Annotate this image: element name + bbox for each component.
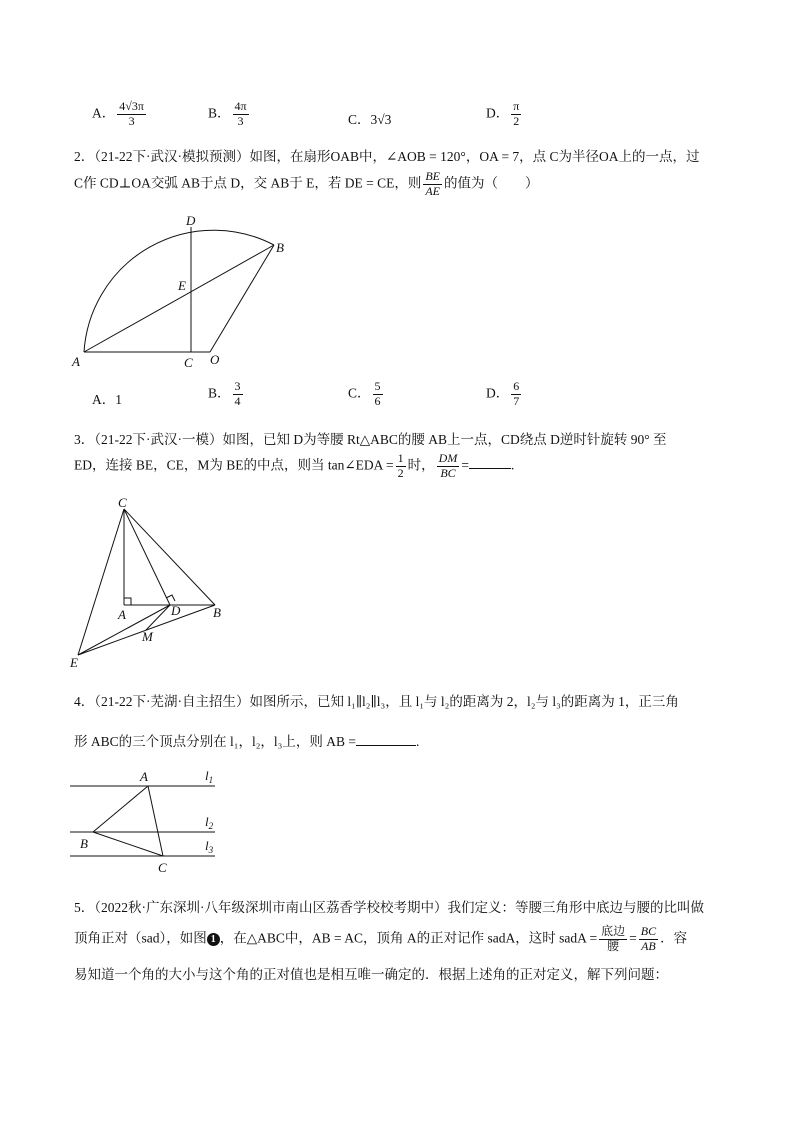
q4-answer-blank: [356, 733, 416, 746]
q2-segment-ob: [210, 245, 274, 352]
q2-option-d-label: D．: [486, 385, 510, 401]
q2-line2: [74, 170, 539, 199]
q2-line2-end: 的值为（ ）: [444, 175, 539, 191]
q5-figure-number-circle: 1: [207, 933, 220, 946]
q3-segment-cb: [124, 509, 215, 605]
q4-label-l3: $l_3$: [205, 838, 214, 855]
q2-option-b-fraction: $\frac{3}{4}$: [234, 379, 241, 408]
q2-option-c-label: C．: [348, 385, 371, 401]
q4-label-b: B: [80, 836, 88, 851]
q3-answer-blank: [469, 456, 511, 469]
q3-label-e: E: [70, 655, 78, 670]
q2-option-a-label: A．: [92, 392, 116, 407]
q3-tan-fraction: $\frac{1}{2}$: [397, 451, 404, 480]
q1-option-c: [348, 108, 391, 128]
q4-line2: [74, 730, 419, 750]
q2-line2-text: C作 CD⊥OA交弧 AB于点 D，交 AB于 E，若 DE = CE，则: [74, 175, 422, 191]
q3-label-c: C: [118, 495, 127, 510]
q2-option-c: [348, 380, 385, 409]
q2-label-b: B: [276, 240, 284, 255]
q2-label-c: C: [184, 355, 193, 370]
q3-label-d: D: [171, 603, 181, 618]
q1-option-b-fraction: $\frac{4\pi}{3}$: [234, 99, 247, 128]
q3-line2-mid: 时，: [407, 457, 435, 473]
q2-line1: 2．（21-22下·武汉·模拟预测）如图，在扇形OAB中，∠AOB = 120°，OA = 7，点 C为半径OA上的一点，过: [74, 149, 700, 164]
q2-option-b-label: B．: [208, 385, 231, 401]
q2-option-d-fraction: $\frac{6}{7}$: [513, 379, 520, 408]
q4-label-a: A: [140, 769, 148, 784]
q4-segment-ac: [148, 786, 163, 856]
q4-segment-ab: [93, 786, 148, 832]
q3-equals: =: [461, 457, 469, 473]
q2-label-a: A: [72, 354, 80, 369]
q1-option-b-label: B．: [208, 105, 231, 121]
q4-segment-bc: [93, 832, 163, 856]
q5-line2-text: 顶角正对（sad），如图: [74, 930, 207, 946]
q1-option-c-value: 3√3: [370, 112, 392, 127]
q2-option-b: [208, 380, 245, 409]
q1-option-d: [486, 100, 523, 129]
q3-segment-ce: [78, 509, 124, 655]
q3-line2-text: ED，连接 BE，CE，M为 BE的中点，则当 tan∠EDA =: [74, 457, 394, 473]
q3-right-angle-a: [124, 598, 131, 605]
q2-option-a-value: 1: [115, 392, 122, 407]
q3-line2: [74, 452, 514, 481]
q5-ratio-fraction: $\frac{BC}{AB}$: [640, 924, 657, 953]
q4-label-l2: $l_2$: [205, 814, 214, 831]
q3-line1: 3．（21-22下·武汉·一模）如图，已知 D为等腰 Rt△ABC的腰 AB上一点，CD绕点 D逆时针旋转 90° 至: [74, 432, 667, 447]
q3-ratio-fraction: $\frac{DM}{BC}$: [438, 451, 458, 480]
q5-line1: 5．（2022秋·广东深圳·八年级深圳市南山区荔香学校校考期中）我们定义：等腰三角形中底边与腰的比叫做: [74, 900, 704, 915]
q2-label-e: E: [178, 278, 186, 293]
q3-label-m: M: [142, 629, 153, 644]
q1-option-a-fraction: $\frac{4√3\pi}{3}$: [119, 99, 144, 128]
q2-label-d: D: [186, 213, 196, 228]
q3-label-a: A: [118, 607, 126, 622]
q2-option-d: [486, 380, 523, 409]
q4-line2-text: 形 ABC的三个顶点分别在 l₁，l₂，l₃上，则 AB =: [74, 734, 356, 749]
q5-equals: =: [629, 930, 637, 946]
q4-parallel-lines-figure: [60, 764, 230, 879]
q4-label-l1: $l_1$: [205, 768, 214, 785]
q4-label-c: C: [158, 860, 167, 875]
q2-segment-ab: [84, 245, 274, 352]
q1-option-a: [92, 100, 148, 129]
q3-triangle-figure: [60, 495, 240, 675]
q4-line1: 4．（21-22下·芜湖·自主招生）如图所示，已知 l₁∥l₂∥l₃，且 l₁与 l₂的距离为 2，l₂与 l₃的距离为 1，正三角: [74, 694, 679, 709]
q5-line2: [74, 925, 687, 954]
q1-option-c-label: C．: [348, 112, 371, 127]
q3-line2-end: .: [510, 457, 515, 473]
q4-line2-end: .: [416, 734, 420, 749]
q2-sector-figure: [60, 210, 300, 375]
q2-option-a: [92, 388, 122, 408]
q2-label-o: O: [210, 352, 220, 367]
q1-option-a-label: A．: [92, 105, 116, 121]
q1-option-d-label: D．: [486, 105, 510, 121]
q5-definition-fraction: $\frac{\text{底边}}{\text{腰}}$: [601, 924, 626, 953]
q1-option-d-fraction: $\frac{\pi}{2}$: [513, 99, 520, 128]
q2-option-c-fraction: $\frac{5}{6}$: [374, 379, 381, 408]
q5-line3: 易知道一个角的大小与这个角的正对值也是相互唯一确定的．根据上述角的正对定义，解下列问题：: [74, 967, 668, 982]
q1-option-b: [208, 100, 251, 129]
q3-label-b: B: [213, 605, 221, 620]
q5-line2-end: ．容: [660, 930, 688, 946]
q3-segment-cd: [124, 509, 170, 605]
q5-line2-mid: ，在△ABC中，AB = AC，顶角 A的正对记作 sadA，这时 sadA =: [219, 930, 598, 946]
q2-ratio-fraction: $\frac{BE}{AE}$: [425, 169, 440, 198]
